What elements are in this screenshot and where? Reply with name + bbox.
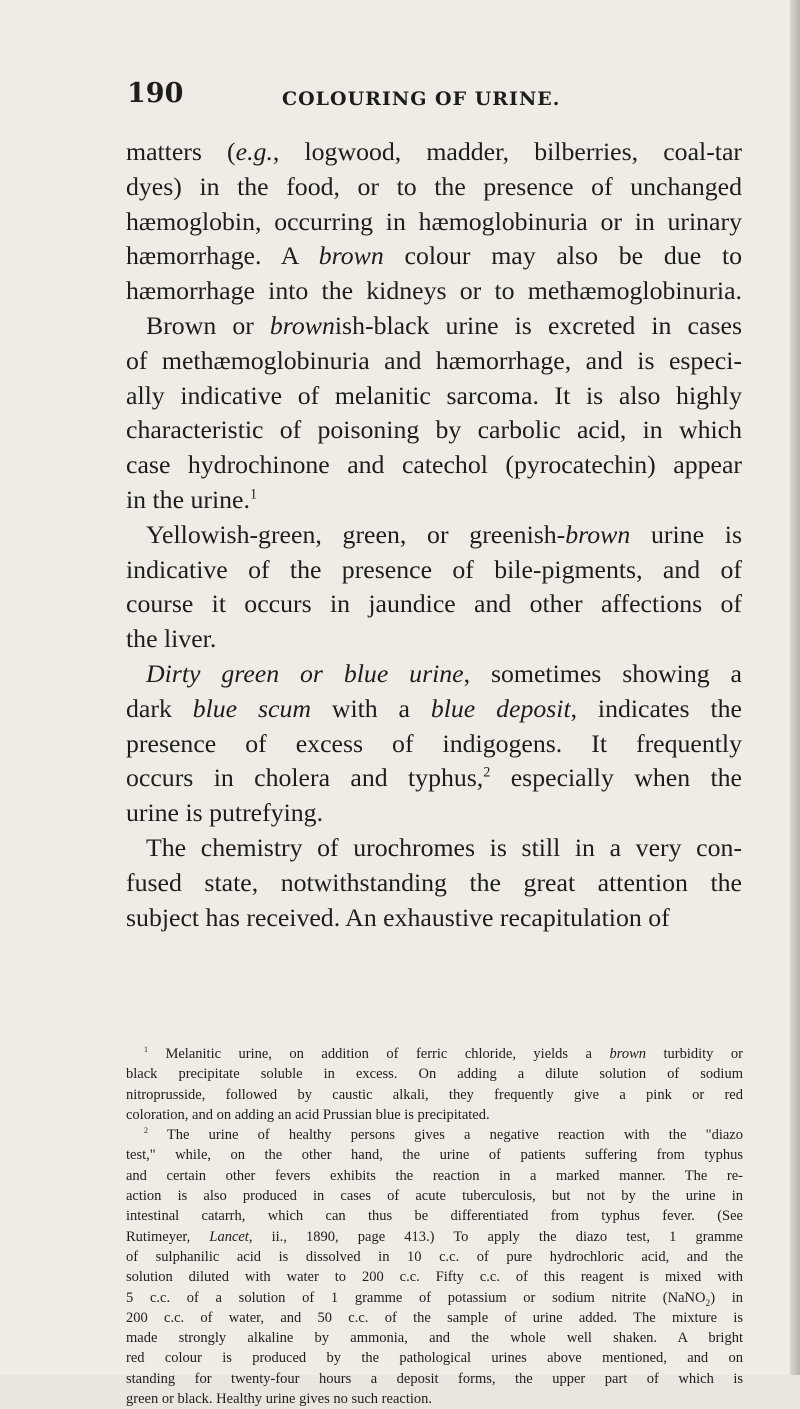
footnote-line: of sulphanilic acid is dissolved in 10 c.c. of pure hydrochloric acid, and the xyxy=(126,1248,743,1265)
footnote-line: test," while, on the other hand, the urine of patients suffering from typhus xyxy=(126,1147,743,1164)
body-line: the liver. xyxy=(126,624,217,654)
body-line: ally indicative of melanitic sarcoma. It is also highly xyxy=(126,380,742,410)
footnote-line: $^1$ Melanitic urine, on addition of ferric chloride, yields a brown turbidity or xyxy=(144,1045,743,1062)
body-line: hæmorrhage into the kidneys or to methæmoglobinuria. xyxy=(126,276,742,306)
footnote-line: green or black. Healthy urine gives no such reaction. xyxy=(126,1391,433,1408)
footnote-line: action is also produced in cases of acute tuberculosis, but not by the urine in xyxy=(126,1188,743,1205)
footnote-line: 5 c.c. of a solution of 1 gramme of potassium or sodium nitrite (NaNO$_2$) in xyxy=(126,1289,743,1309)
body-line: occurs in cholera and typhus,$^2$ especially when the xyxy=(126,763,742,793)
body-line: Brown or brownish-black urine is excreted in cases xyxy=(146,310,742,340)
body-line: hæmorrhage. A brown colour may also be due to xyxy=(126,241,743,271)
page-number: 190 xyxy=(127,78,184,109)
body-line: matters (e.g., logwood, madder, bilberries, coal-tar xyxy=(126,137,742,166)
footnote-line: made strongly alkaline by ammonia, and the whole well shaken. A bright xyxy=(126,1330,743,1347)
footnote-line: coloration, and on adding an acid Prussian blue is precipitated. xyxy=(126,1106,490,1123)
footnotes xyxy=(126,1044,743,1409)
footnote-line: solution diluted with water to 200 c.c. Fifty c.c. of this reagent is mixed with xyxy=(126,1269,743,1286)
footnote-line: 200 c.c. of water, and 50 c.c. of the sample of urine added. The mixture is xyxy=(126,1309,743,1326)
page-edge xyxy=(790,0,800,1375)
footnote-line: black precipitate soluble in excess. On adding a dilute solution of sodium xyxy=(126,1066,743,1083)
body-line: dyes) in the food, or to the presence of unchanged xyxy=(126,171,742,201)
footnote-line: Rutimeyer, Lancet, ii., 1890, page 413.) To apply the diazo test, 1 gramme xyxy=(126,1228,743,1245)
body-line: Dirty green or blue urine, sometimes showing a xyxy=(146,658,742,688)
body-line: The chemistry of urochromes is still in a very con- xyxy=(146,832,742,862)
body-line: dark blue scum with a blue deposit, indicates the xyxy=(126,693,742,723)
footnote-line: red colour is produced by the pathological urines above mentioned, and on xyxy=(126,1350,743,1367)
body-line: hæmoglobin, occurring in hæmoglobinuria or in urinary xyxy=(126,206,742,236)
body-line: fused state, notwithstanding the great attention the xyxy=(126,867,742,897)
page-header xyxy=(127,78,747,118)
body-line: in the urine.$^1$ xyxy=(126,484,258,514)
footnote-line: nitroprusside, followed by caustic alkali, they frequently give a pink or red xyxy=(126,1086,743,1103)
body-text xyxy=(126,135,742,935)
body-line: case hydrochinone and catechol (pyrocatechin) appear xyxy=(126,450,742,480)
body-line: subject has received. An exhaustive recapitulation of xyxy=(126,902,670,932)
body-line: urine is putrefying. xyxy=(126,798,324,828)
body-line: Yellowish-green, green, or greenish-brown urine is xyxy=(146,519,742,549)
body-line: presence of excess of indigogens. It frequently xyxy=(126,728,742,758)
running-head: COLOURING OF URINE. xyxy=(282,88,561,110)
footnote-line: $^2$ The urine of healthy persons gives a negative reaction with the "diazo xyxy=(144,1126,743,1144)
body-line: of methæmoglobinuria and hæmorrhage, and is especi- xyxy=(126,345,742,375)
footnote-line: and certain other fevers exhibits the reaction in a marked manner. The re- xyxy=(126,1167,743,1184)
body-line: course it occurs in jaundice and other affections of xyxy=(126,589,742,619)
footnote-line: standing for twenty-four hours a deposit forms, the upper part of which is xyxy=(126,1370,743,1387)
body-line: characteristic of poisoning by carbolic acid, in which xyxy=(126,415,742,445)
footnote-line: intestinal catarrh, which can thus be differentiated from typhus fever. (See xyxy=(126,1208,743,1225)
body-line: indicative of the presence of bile-pigments, and of xyxy=(126,554,742,584)
